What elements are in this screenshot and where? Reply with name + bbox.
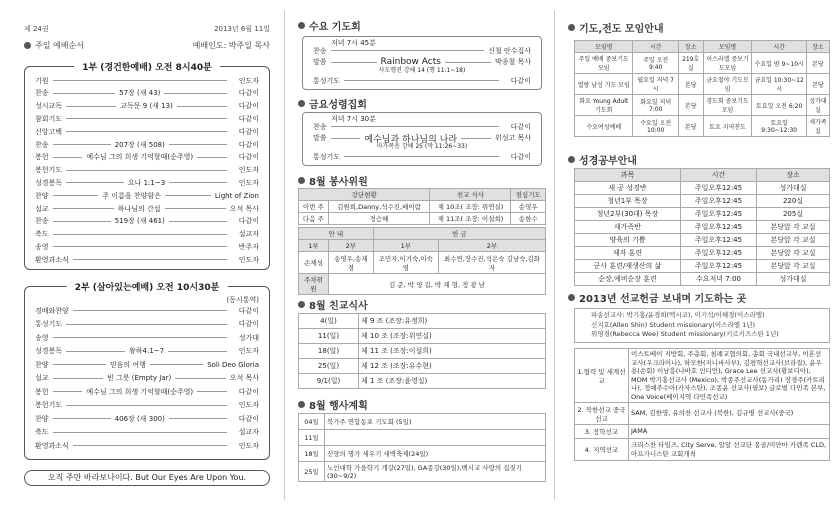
leader-line: [331, 138, 361, 139]
order-item: 봉헌기도: [35, 401, 63, 409]
table-row: 1.협력 및 세계선교 이스트베이 지방회, 주총회, 침례교협의회, 총회 국내선교부, 이혼선교사(우크라이나), 하모한(지니바사부), 김평혁선교사(브라질), 윤우용(순회) 이남흥(나바호 인디언), Grace Lee 선교사(황보디아), MOM 박기홍선교사 (Mexico), 박종주선교사(동가리) 장경주(카트리나), 정예주수아(카자스탄), 조종윤 선교사(필보) 글로벌 다민족 본부, One Voice(베이지역 다민족선교): [575, 349, 830, 403]
missions-title: 2013년 선교헌금 보내며 기도하는 곳: [568, 290, 746, 305]
order-person: 박종철 목사: [494, 58, 531, 66]
leader-line: [175, 378, 225, 379]
order-person: Soli Deo Gloria: [207, 360, 260, 369]
bullet-icon: [24, 42, 31, 49]
order-item: 참회기도: [35, 114, 63, 123]
table-row: 양육의 기쁨 주일오후12:45 본당앞 각 교실: [575, 234, 830, 247]
wed-box: [302, 36, 542, 90]
order-person: 다같이: [238, 387, 259, 396]
order-person: 인도자: [238, 347, 260, 355]
table-row: 18(일) 제 11 조 (조장:이설희): [299, 344, 546, 359]
order-person: 오석 목사: [229, 204, 259, 213]
leader-line: [169, 221, 227, 222]
table-row: 4. 지역선교 크리스찬 타임즈, City Serve, 알알 선교단 몽골/미얀마 카렌족 CLD, 아프가니스탄 교회개척: [575, 439, 830, 461]
order-person: 다같이: [238, 153, 259, 162]
fri-box: [302, 112, 542, 166]
order-detail: 예수님 그의 희생 기억할때(순주영): [86, 153, 194, 162]
order-detail: 믿음의 여행: [109, 360, 146, 369]
interpretation-note: (동시통역): [226, 296, 259, 304]
order-row: [35, 216, 259, 227]
order-detail: 요나 1:1~3: [127, 178, 166, 187]
leader-line: [150, 364, 203, 365]
leader-line: [53, 195, 99, 196]
order-item: 찬양: [35, 191, 49, 200]
table-row: 열방 남성 기도 모임 월요일 저녁 7시 본당 금요철야 기도모임 금요일 10:30~12시 본당: [575, 74, 830, 95]
table-row: 군사 훈련/재생산의 삶 주일오후12:45 본당앞 각 교실: [575, 260, 830, 273]
leader-line: [73, 445, 227, 446]
order-row: [313, 122, 531, 131]
bullet-icon: [298, 401, 305, 408]
order-item: 찬송: [313, 46, 327, 55]
leader-line: [165, 208, 226, 209]
order-row: [35, 241, 259, 252]
page-header: [24, 24, 270, 34]
leader-line: [344, 156, 499, 157]
table-row: 다음 주 정승혜 제 11조( 조장: 이설희) 송한수: [299, 213, 546, 225]
leader-line: [53, 364, 106, 365]
order-row: [35, 101, 259, 112]
volunteers-title: 8월 봉사위원: [298, 173, 368, 188]
order-detail: Rainbow Acts: [380, 57, 441, 67]
leader-line: [169, 182, 227, 183]
divider: [284, 10, 285, 500]
leader-line: [66, 131, 227, 132]
column-middle: [288, 0, 550, 507]
leader-line: [53, 80, 227, 81]
volunteers-table: 강단현황 친교 식사 점심기도 이번 주 김원희,Danny,석수진,배이람 제 10조( 조장: 위연실) 송영우 다음 주 정승혜 제 11조( 조장: 이설희) 송한수: [298, 188, 546, 225]
order-item: 봉헌기도: [35, 166, 63, 175]
issue-date: 2013년 6월 11일: [214, 25, 270, 33]
leader-line: [169, 144, 227, 145]
order-person: 반주자: [238, 242, 259, 251]
service2-title: 2부 (살아있는예배) 오전 10시30분: [67, 280, 228, 293]
order-row: [35, 177, 259, 188]
meetings-table: 모임명 시간 장소 모임명 시간 장소 주일 예배 중보기도모임 주일 오전 9:40 219호실 이스라엘 중보기도모임 수요일 밤 9~10시 본당 열방 남성 기도 모임 월요일 저녁 7시 본당 금요철야 기도모임 금요일 10:30~12시 본당 화요 Young Adult 기도회 화요일 저녁7:00 본당 경도회 중보기도모임 토요일 오전 6:20 성가대실 수요여성예배 수요일 오전 10:00 본당 토요 지역전도 토요일 9:30~12:30 세가족실: [574, 40, 830, 137]
bullet-icon: [568, 24, 575, 31]
order-detail: 406장 (새 300): [114, 414, 165, 423]
order-row: [313, 46, 531, 55]
table-row: 25(일) 제 12 조 (조장:유수현): [299, 359, 546, 374]
table-row: 청년1부 목장 주일오후12:45 220실: [575, 195, 830, 208]
leader-line: [66, 118, 227, 119]
missions-intro: [574, 308, 830, 343]
order-item: 통성기도: [35, 320, 63, 328]
order-person: 다같이: [238, 89, 260, 98]
leader-line: [53, 418, 111, 419]
table-row: 2. 북한선교 중국선교 SAM, 김한영, 유의찬 선교사 (북한), 김규병 선교사(중국): [575, 403, 830, 425]
bullet-icon: [298, 301, 305, 308]
leader-line: [331, 50, 485, 51]
leader-line: [331, 126, 499, 127]
table-row: 주일 예배 중보기도모임 주일 오전 9:40 219호실 이스라엘 중보기도모임 수요일 밤 9~10시 본당: [575, 53, 830, 74]
order-person: 인도자: [238, 166, 259, 175]
order-item: 찬송: [313, 122, 327, 131]
order-row: [35, 113, 259, 124]
fellowship-table: [298, 313, 546, 389]
order-row: [35, 413, 259, 424]
order-item: 축도: [35, 428, 49, 436]
service2-box: [24, 283, 270, 460]
table-row: 제자 훈련 주일오후12:45 본당앞 각 교실: [575, 247, 830, 260]
order-item: 말씀: [313, 134, 327, 142]
table-row: 18일 신앙의 명가 세우기 새벽축제(24일): [299, 446, 546, 462]
order-row: [313, 152, 531, 161]
order-item: 찬양: [35, 414, 49, 423]
leader-line: [164, 93, 227, 94]
order-row: [35, 229, 259, 240]
order-row: [35, 440, 259, 451]
table-row: 손재성 송영우,송재경 조민자,이기숙,이숙영 최수연,장수진,석은숙 김남숙,김화자: [299, 252, 546, 274]
order-row: [35, 427, 259, 438]
table-row: 순장,예비순장 훈련 수요저녁 7:00 성가대실: [575, 273, 830, 286]
order-person: 다같이: [238, 140, 260, 149]
leader-line: [331, 62, 377, 63]
order-detail: 207장 (새 508): [114, 140, 165, 149]
bible-table: 과목 시간 장소 새 공 성경반 주일오후12:45 성가대실 청년1부 목장 주일오후12:45 220실 청년2부(30대) 목장 주일오후12:45 205실 새가족반 주일오후12:45 본당앞 각 교실 양육의 기쁨 주일오후12:45 본당앞 각 교실 제자 훈련 주일오후12:45 본당앞 각 교실 군사 훈련/재생산의 삶 주일오후12:45 본당앞 각 교실 순장,예비순장 훈련 수요저녁 7:00 성가대실: [574, 168, 830, 286]
bullet-icon: [568, 294, 575, 301]
order-detail: 하나님의 간섭: [117, 204, 161, 213]
bullet-icon: [298, 177, 305, 184]
table-row: 수요여성예배 수요일 오전 10:00 본당 토요 지역전도 토요일 9:30~12:30 세가족실: [575, 116, 830, 137]
scripture-ref: 마가복음 강해 25 (막 11:26~33): [376, 143, 468, 150]
order-row: [35, 190, 259, 201]
order-person: Light of Zion: [214, 191, 259, 200]
table-row: 새 공 성경반 주일오후12:45 성가대실: [575, 182, 830, 195]
leader-line: [53, 157, 83, 158]
order-row: [35, 203, 259, 214]
leader-line: [66, 182, 124, 183]
order-item: 설교: [35, 374, 49, 382]
table-row: 4(일) 제 9 조 (조장:유정희): [299, 314, 546, 329]
order-person: 다같이: [238, 217, 260, 226]
leader-line: [66, 351, 125, 352]
order-person: 인도자: [238, 441, 259, 450]
leader-line: [73, 310, 227, 311]
order-item: 경배와찬양: [35, 306, 69, 315]
order-row: [35, 88, 259, 99]
order-person: 다같이: [238, 102, 260, 111]
order-detail: 주 이름을 찬양함은: [102, 191, 161, 200]
order-item: 찬송: [35, 89, 49, 98]
order-row: [35, 75, 259, 86]
order-item: 환영과소식: [35, 441, 69, 450]
order-row: [313, 65, 531, 74]
leader-line: [66, 170, 227, 171]
column-right: [560, 0, 835, 507]
fri-time: 저녁 7시 30분: [331, 115, 376, 123]
events-title: 8월 행사계획: [298, 397, 368, 412]
order-item: 환영과소식: [35, 255, 69, 264]
table-row: 화요 Young Adult 기도회 화요일 저녁7:00 본당 경도회 중보기도모임 토요일 오전 6:20 성가대실: [575, 95, 830, 116]
order-item: 찬양: [35, 360, 49, 369]
leader-line: [53, 93, 116, 94]
sunday-order-title: 주일 예배순서 예배인도: 박주일 목사: [24, 40, 270, 51]
leader-line: [445, 62, 491, 63]
leader-line: [53, 378, 103, 379]
order-row: [35, 400, 259, 411]
issue-number: 제 24권: [24, 25, 49, 33]
leader-line: [177, 106, 227, 107]
order-row: [35, 139, 259, 150]
order-row: [35, 332, 259, 343]
leader-line: [53, 144, 111, 145]
order-row: [35, 359, 259, 370]
service1-title: 1부 (경건한예배) 오전 8시40분: [74, 60, 220, 73]
bible-title: 성경공부안내: [568, 152, 637, 167]
leader-line: [197, 391, 227, 392]
table-row: 25일 노인대학 가을학기 개강(27일), GA종강(30일),백시교 사랑의 집짓기(30~9/2): [299, 462, 546, 482]
leader-line: [53, 234, 227, 235]
order-item: 성시교독: [35, 102, 63, 111]
leader-line: [53, 391, 83, 392]
order-detail: 519장 (새 461): [114, 217, 165, 226]
order-detail: 교독문 9 (새 13): [120, 102, 173, 111]
table-row: 04일 북가주 연합동포 기도회 (5일): [299, 414, 546, 430]
leader-line: [169, 418, 227, 419]
order-person: 인도자: [238, 178, 259, 187]
order-person: 신철 안수집사: [488, 46, 531, 55]
wed-title: 수요 기도회: [298, 18, 361, 33]
leader-line: [66, 324, 227, 325]
order-detail: 57장 (새 43): [119, 89, 161, 98]
divider: [554, 10, 555, 500]
order-person: 인도자: [238, 255, 259, 264]
fellowship-title: 8월 친교식사: [298, 297, 368, 312]
order-item: 통성기도: [313, 76, 341, 85]
leader-line: [461, 138, 491, 139]
order-person: 성가대: [238, 333, 259, 342]
table-row: 9/1(일) 제 1 조 (조장:윤영실): [299, 374, 546, 389]
leader-line: [53, 246, 227, 247]
missions-table: [574, 348, 830, 461]
order-row: [35, 373, 259, 384]
order-detail: 예수님과 하나님의 나라: [364, 134, 458, 145]
meetings-title: 기도,전도 모임안내: [568, 20, 664, 35]
service-leader: 예배인도: 박주일 목사: [192, 41, 270, 50]
order-person: 오석 목사: [229, 374, 260, 382]
leader-line: [66, 405, 227, 406]
order-person: 다같이: [238, 127, 259, 136]
order-row: [35, 165, 259, 176]
table-row: 새가족반 주일오후12:45 본당앞 각 교실: [575, 221, 830, 234]
order-detail: 왕하4:1~7: [128, 347, 165, 355]
fri-title: 금요성령집회: [298, 96, 367, 111]
bullet-icon: [298, 22, 305, 29]
order-item: 설교: [35, 204, 49, 213]
bullet-icon: [298, 100, 305, 107]
order-person: 위성고 목사: [494, 134, 531, 142]
leader-line: [165, 195, 211, 196]
order-row: [35, 386, 259, 397]
order-item: 기원: [35, 76, 49, 85]
table-row: 주차위원 김 준, 박 영 길, 박 재 형, 정 광 남: [299, 274, 546, 295]
leader-line: [73, 259, 227, 260]
order-item: 성경봉독: [35, 347, 63, 355]
order-item: 송영: [35, 333, 49, 342]
order-person: 설교자: [238, 230, 259, 239]
order-person: 다같이: [238, 306, 259, 315]
order-person: 다같이: [238, 114, 259, 123]
ushers-table: 안 내 헌 금 1부 2부 1부 2부 손재성 송영우,송재경 조민자,이기숙,이숙영 최수연,장수진,석은숙 김남숙,김화자 주차위원 김 준, 박 영 길, 박 재 형, 정 광 남: [298, 227, 546, 295]
order-row: [35, 319, 259, 330]
order-item: 찬송: [35, 217, 49, 226]
order-person: 다같이: [238, 414, 260, 423]
leader-line: [53, 221, 111, 222]
order-row: [35, 346, 259, 357]
leader-line: [168, 351, 227, 352]
leader-line: [53, 432, 227, 433]
table-row: 11일: [299, 430, 546, 446]
events-table: [298, 413, 546, 482]
order-item: 신앙고백: [35, 127, 63, 136]
missionary-line: 신지호(Allen Shin) Student missionary(이스라엘 1년): [591, 320, 756, 329]
leader-line: [344, 80, 499, 81]
table-row: 11(일) 제 10 조 (조장:위연실): [299, 329, 546, 344]
order-row: [313, 141, 531, 150]
order-item: 성경봉독: [35, 178, 63, 187]
order-person: 다같이: [238, 320, 259, 328]
order-detail: 예수님 그의 희생 기억할때(순주영): [86, 387, 194, 396]
order-person: 설교자: [238, 428, 259, 436]
order-item: 찬송: [35, 140, 49, 149]
bullet-icon: [568, 156, 575, 163]
leader-line: [197, 157, 227, 158]
leader-line: [53, 337, 227, 338]
order-row: [35, 126, 259, 137]
table-row: 청년2부(30대) 목장 주일오후12:45 205실: [575, 208, 830, 221]
order-item: 봉헌: [35, 387, 49, 396]
scripture-ref: 사도행전 강해 14 (행 11:1~18): [378, 67, 466, 74]
order-item: 송영: [35, 242, 49, 251]
missionary-line: 위영경(Rebecca Wee) Student missionary(키르키즈스탄 1년): [591, 330, 779, 338]
order-row: [35, 152, 259, 163]
order-person: 다같이: [510, 152, 531, 161]
service1-box: [24, 63, 270, 270]
footer-motto: 오직 주만 바라보나이다. But Our Eyes Are Upon You.: [24, 470, 270, 486]
order-item: 통성기도: [313, 152, 341, 161]
order-person: 인도자: [238, 76, 259, 85]
order-row: [35, 254, 259, 265]
order-person: 인도자: [238, 401, 259, 409]
table-row: 3. 장학선교 JAMA: [575, 425, 830, 439]
leader-line: [53, 208, 114, 209]
wed-time: 저녁 7시 45분: [331, 39, 376, 47]
order-row: [35, 305, 259, 316]
table-row: 이번 주 김원희,Danny,석수진,배이람 제 10조( 조장: 위연실) 송영우: [299, 201, 546, 213]
order-item: 말씀: [313, 58, 327, 66]
order-detail: 빈 그릇 (Empty Jar): [107, 374, 172, 382]
missionary-line: 파송선교사: 박기홍/윤경희(멕시코), 이기석/이혜경(이스라엘): [591, 311, 765, 319]
order-person: 다같이: [510, 76, 531, 85]
order-item: 축도: [35, 230, 49, 239]
order-row: [313, 76, 531, 85]
leader-line: [66, 106, 116, 107]
order-item: 봉헌: [35, 153, 49, 162]
order-person: 다같이: [510, 122, 531, 131]
column-left: [0, 0, 282, 507]
